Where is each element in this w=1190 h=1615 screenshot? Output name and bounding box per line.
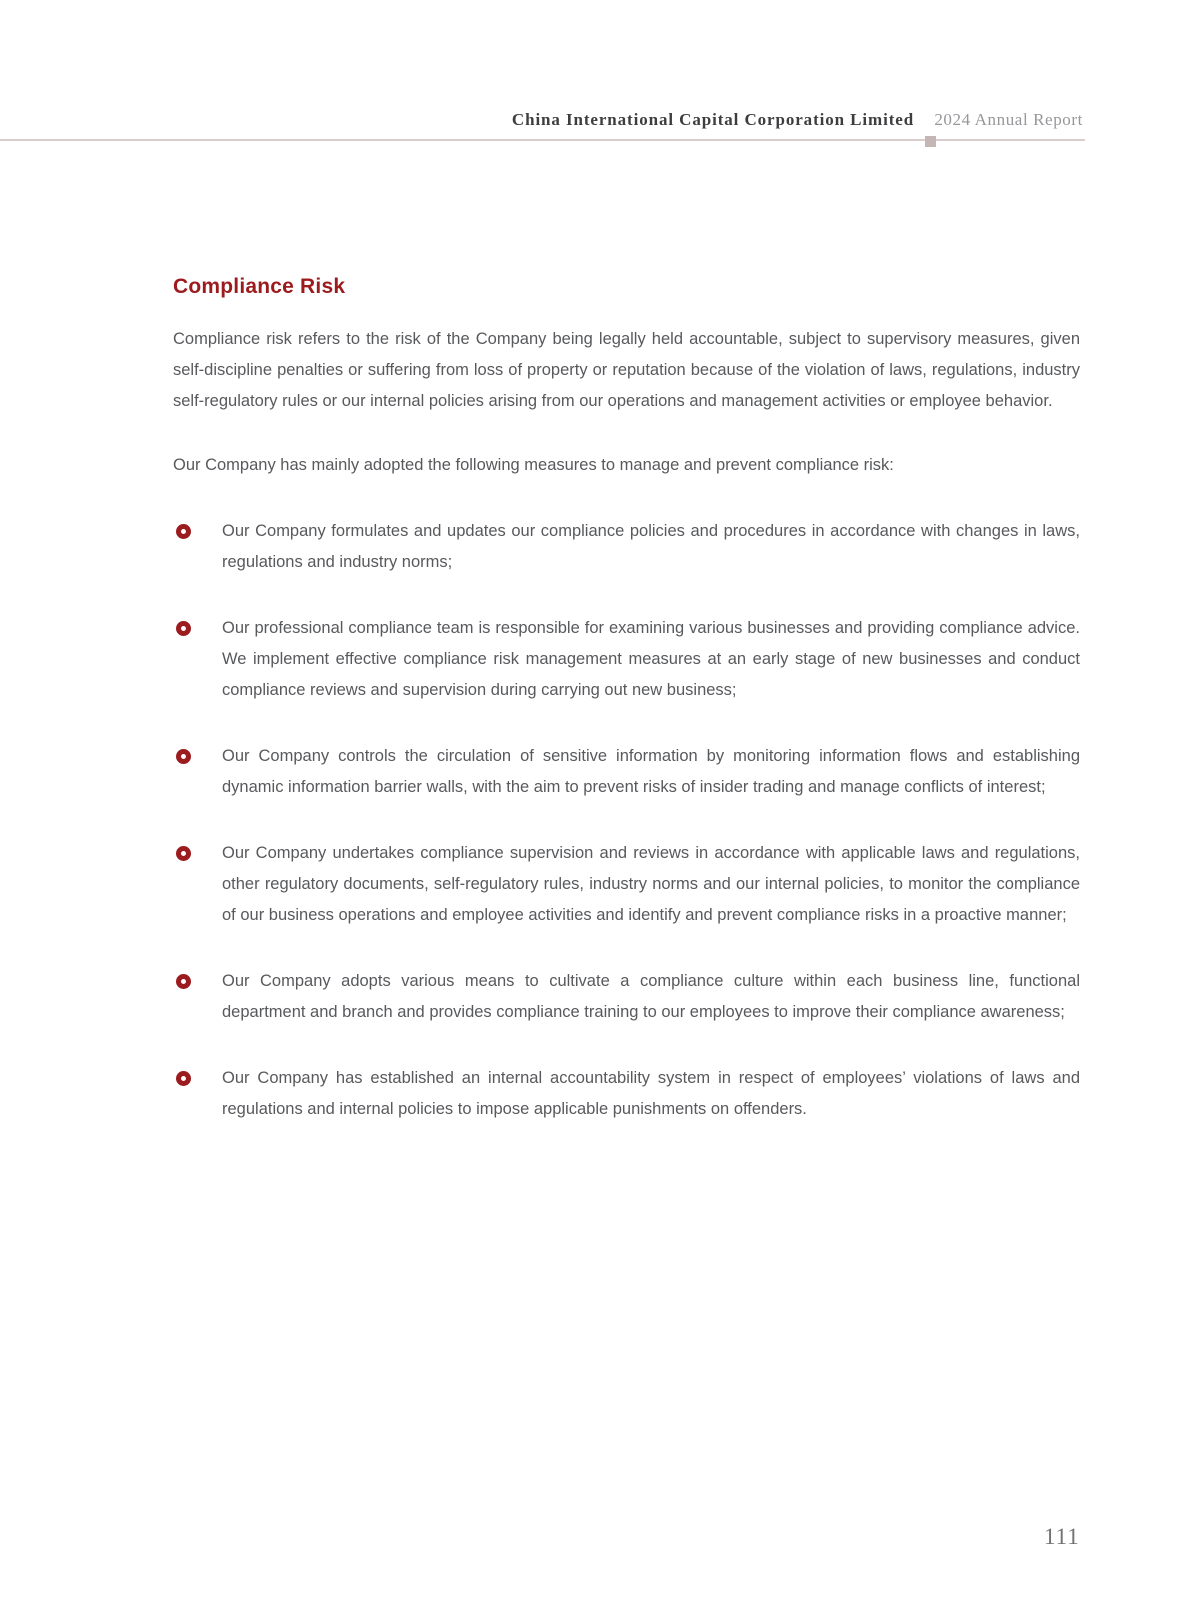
- report-title: 2024 Annual Report: [934, 110, 1083, 129]
- list-item: [173, 966, 1080, 1028]
- main-content: [173, 275, 1080, 1125]
- list-item: [173, 741, 1080, 803]
- measures-lead-paragraph: Our Company has mainly adopted the following measures to manage and prevent compliance risk:: [173, 456, 894, 474]
- measure-text: Our Company controls the circulation of sensitive information by monitoring information flows and establishing dynamic information barrier walls, with the aim to prevent risks of insider trading and manage conflicts of interest;: [222, 747, 1080, 796]
- measure-text: Our Company adopts various means to cultivate a compliance culture within each business line, functional department and branch and provides compliance training to our employees to improve their compliance awareness;: [222, 972, 1080, 1021]
- measure-text: Our Company undertakes compliance supervision and reviews in accordance with applicable laws and regulations, other regulatory documents, self-regulatory rules, industry norms and our internal policies, to monitor the compliance of our business operations and employee activities and identify and prevent compliance risks in a proactive manner;: [222, 844, 1080, 924]
- ring-bullet-icon: [176, 749, 191, 764]
- measure-text: Our professional compliance team is responsible for examining various businesses and providing compliance advice. We implement effective compliance risk management measures at an early stage of new businesses and conduct compliance reviews and supervision during carrying out new business;: [222, 619, 1080, 699]
- list-item: [173, 613, 1080, 706]
- ring-bullet-icon: [176, 974, 191, 989]
- header-rule: [0, 139, 1085, 141]
- measures-list: [173, 516, 1080, 1125]
- measure-text: Our Company formulates and updates our compliance policies and procedures in accordance with changes in laws, regulations and industry norms;: [222, 522, 1080, 571]
- company-name: China International Capital Corporation Limited: [511, 110, 915, 129]
- header-rule-marker: [925, 136, 936, 147]
- measure-text: Our Company has established an internal accountability system in respect of employees’ violations of laws and regulations and internal policies to impose applicable punishments on offenders.: [222, 1069, 1080, 1118]
- intro-paragraph: Compliance risk refers to the risk of the Company being legally held accountable, subject to supervisory measures, given self-discipline penalties or suffering from loss of property or reputation because of the violation of laws, regulations, industry self-regulatory rules or our internal policies arising from our operations and management activities or employee behavior.: [173, 330, 1080, 410]
- list-item: [173, 1063, 1080, 1125]
- ring-bullet-icon: [176, 1071, 191, 1086]
- list-item: [173, 516, 1080, 578]
- page-number: 111: [1044, 1524, 1080, 1549]
- page-header: [0, 110, 1083, 130]
- list-item: [173, 838, 1080, 931]
- ring-bullet-icon: [176, 524, 191, 539]
- section-title: Compliance Risk: [173, 275, 346, 298]
- ring-bullet-icon: [176, 621, 191, 636]
- ring-bullet-icon: [176, 846, 191, 861]
